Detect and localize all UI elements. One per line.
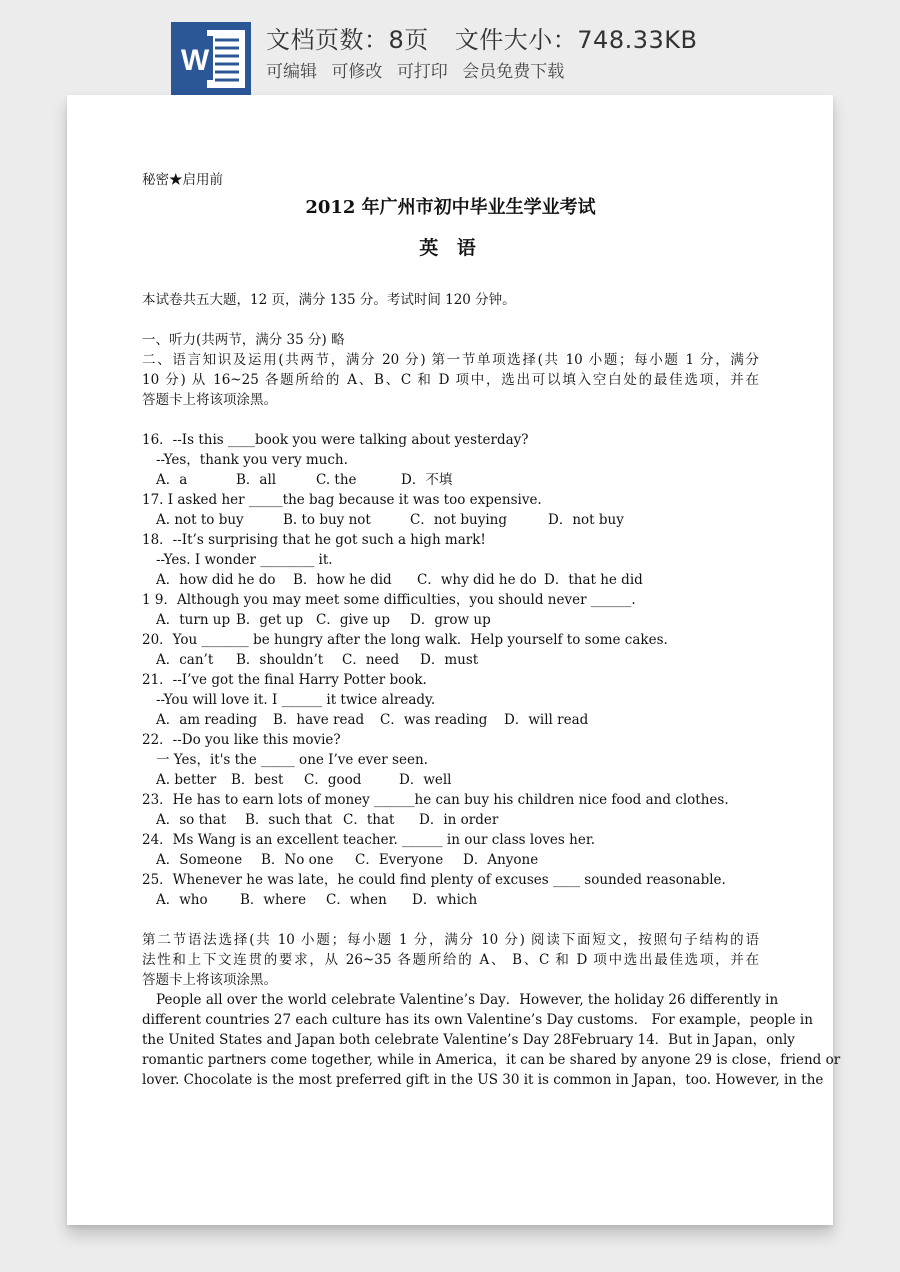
answer-option: A．can’t xyxy=(156,652,214,668)
section2-line-1: 第二节语法选择(共 10 小题；每小题 1 分，满分 10 分) 阅读下面短文，按照句子结构的语 xyxy=(142,932,759,948)
page-count: 文档页数：8页 xyxy=(266,26,429,54)
answer-options xyxy=(156,611,500,629)
feature-member-download: 会员免费下载 xyxy=(462,62,565,82)
answer-option: D．not buy xyxy=(548,512,624,528)
answer-option: D．grow up xyxy=(410,612,491,628)
answer-option: C．not buying xyxy=(410,512,507,528)
answer-options xyxy=(156,811,509,829)
answer-option: B．No one xyxy=(261,852,334,868)
answer-option: C．why did he do xyxy=(417,572,537,588)
passage-line-4: romantic partners come together, while in America，it can be shared by anyone 29 is close，friend or xyxy=(142,1052,841,1068)
feature-printable: 可打印 xyxy=(396,62,448,82)
answer-option: D．Anyone xyxy=(463,852,539,868)
download-header xyxy=(0,0,900,100)
answer-option: A．who xyxy=(156,892,208,908)
section2-line-3: 答题卡上将该项涂黑。 xyxy=(142,972,277,988)
answer-option: C．Everyone xyxy=(355,852,444,868)
answer-option: A．so that xyxy=(156,812,227,828)
answer-option: B．shouldn’t xyxy=(236,652,324,668)
subject-title: 英 语 xyxy=(419,237,482,259)
answer-option: A. better xyxy=(156,772,217,788)
answer-option: B. to buy not xyxy=(283,512,371,528)
question-text: 24．Ms Wang is an excellent teacher. ______ in our class loves her. xyxy=(142,832,596,848)
question-text: 18．--It’s surprising that he got such a high mark! xyxy=(142,532,486,548)
exam-title: 2012 年广州市初中毕业生学业考试 xyxy=(305,197,596,218)
dialogue-line: --Yes. I wonder ________ it. xyxy=(156,552,333,568)
answer-option: C．was reading xyxy=(380,712,488,728)
answer-options xyxy=(156,771,469,789)
answer-option: B．how he did xyxy=(293,572,392,588)
answer-options xyxy=(156,471,471,489)
svg-text:W: W xyxy=(180,44,210,77)
answer-options xyxy=(156,511,638,529)
word-document-icon xyxy=(171,22,251,96)
answer-option: D．will read xyxy=(504,712,589,728)
answer-option: B．where xyxy=(240,892,307,908)
question-text: 23．He has to earn lots of money ______he can buy his children nice food and clothes. xyxy=(142,792,729,808)
answer-option: D．in order xyxy=(419,812,499,828)
answer-option: A．am reading xyxy=(156,712,258,728)
answer-options xyxy=(156,891,502,909)
question-text: 16．--Is this ____book you were talking about yesterday? xyxy=(142,432,529,448)
part1-heading: 一、听力(共两节，满分 35 分) 略 xyxy=(142,332,345,348)
passage-line-3: the United States and Japan both celebrate Valentine’s Day 28February 14．But in Japan，only xyxy=(142,1032,795,1048)
file-size: 文件大小：748.33KB xyxy=(454,26,698,54)
answer-option: B．best xyxy=(231,772,284,788)
passage-line-5: lover. Chocolate is the most preferred gift in the US 30 it is common in Japan，too. However, in the xyxy=(142,1072,824,1088)
answer-option: D．must xyxy=(420,652,479,668)
dialogue-line: --Yes，thank you very much. xyxy=(156,452,348,468)
answer-option: B．have read xyxy=(273,712,365,728)
question-text: 25．Whenever he was late，he could find plenty of excuses ____ sounded reasonable. xyxy=(142,872,726,888)
passage-line-2: different countries 27 each culture has its own Valentine’s Day customs． For example，people in xyxy=(142,1012,813,1028)
answer-options xyxy=(156,851,553,869)
answer-option: C．when xyxy=(326,892,387,908)
answer-options xyxy=(156,711,604,729)
answer-option: C．give up xyxy=(316,612,391,628)
exam-intro: 本试卷共五大题，12 页，满分 135 分。考试时间 120 分钟。 xyxy=(142,292,516,308)
document-page xyxy=(67,95,841,1225)
answer-option: B．get up xyxy=(236,612,304,628)
answer-option: C. the xyxy=(316,472,357,488)
question-text: 1 9．Although you may meet some difficulties，you should never ______. xyxy=(142,592,636,608)
answer-option: D．that he did xyxy=(544,572,643,588)
answer-option: D．不填 xyxy=(401,472,453,488)
dialogue-line: 一 Yes，it's the _____ one I’ve ever seen. xyxy=(156,752,428,768)
answer-option: A．turn up xyxy=(156,612,231,628)
answer-option: A．how did he do xyxy=(156,572,276,588)
answer-option: B．all xyxy=(236,472,277,488)
answer-options xyxy=(156,571,654,589)
answer-option: A. not to buy xyxy=(156,512,244,528)
part2-line-3: 答题卡上将该项涂黑。 xyxy=(142,392,277,408)
question-text: 22．--Do you like this movie? xyxy=(142,732,341,748)
passage-line-1: People all over the world celebrate Valentine’s Day．However, the holiday 26 differently in xyxy=(156,992,779,1008)
dialogue-line: --You will love it. I ______ it twice already. xyxy=(156,692,436,708)
question-text: 17. I asked her _____the bag because it was too expensive. xyxy=(142,492,542,508)
answer-option: A．Someone xyxy=(156,852,243,868)
question-text: 21．--I’ve got the final Harry Potter book. xyxy=(142,672,427,688)
answer-option: D．which xyxy=(412,892,478,908)
answer-option: D．well xyxy=(399,772,452,788)
answer-option: C．need xyxy=(342,652,400,668)
question-text: 20．You _______ be hungry after the long walk．Help yourself to some cakes. xyxy=(142,632,668,648)
section2-line-2: 法性和上下文连贯的要求，从 26~35 各题所给的 A、 B、C 和 D 项中选出最佳选项，并在 xyxy=(142,952,759,968)
part2-line-2: 10 分) 从 16~25 各题所给的 A、B、C 和 D 项中，选出可以填入空白处的最佳选项，并在 xyxy=(142,372,759,388)
part2-line-1: 二、语言知识及运用(共两节，满分 20 分) 第一节单项选择(共 10 小题；每小题 1 分，满分 xyxy=(142,352,759,368)
feature-editable: 可编辑 xyxy=(266,62,317,82)
feature-list xyxy=(266,57,573,82)
answer-option: C．good xyxy=(304,772,362,788)
feature-modifiable: 可修改 xyxy=(331,62,383,82)
secret-label: 秘密★启用前 xyxy=(142,172,223,188)
file-info-title xyxy=(266,20,697,55)
answer-option: B．such that xyxy=(245,812,333,828)
answer-option: C．that xyxy=(343,812,395,828)
answer-options xyxy=(156,651,500,669)
answer-option: A．a xyxy=(156,472,188,488)
